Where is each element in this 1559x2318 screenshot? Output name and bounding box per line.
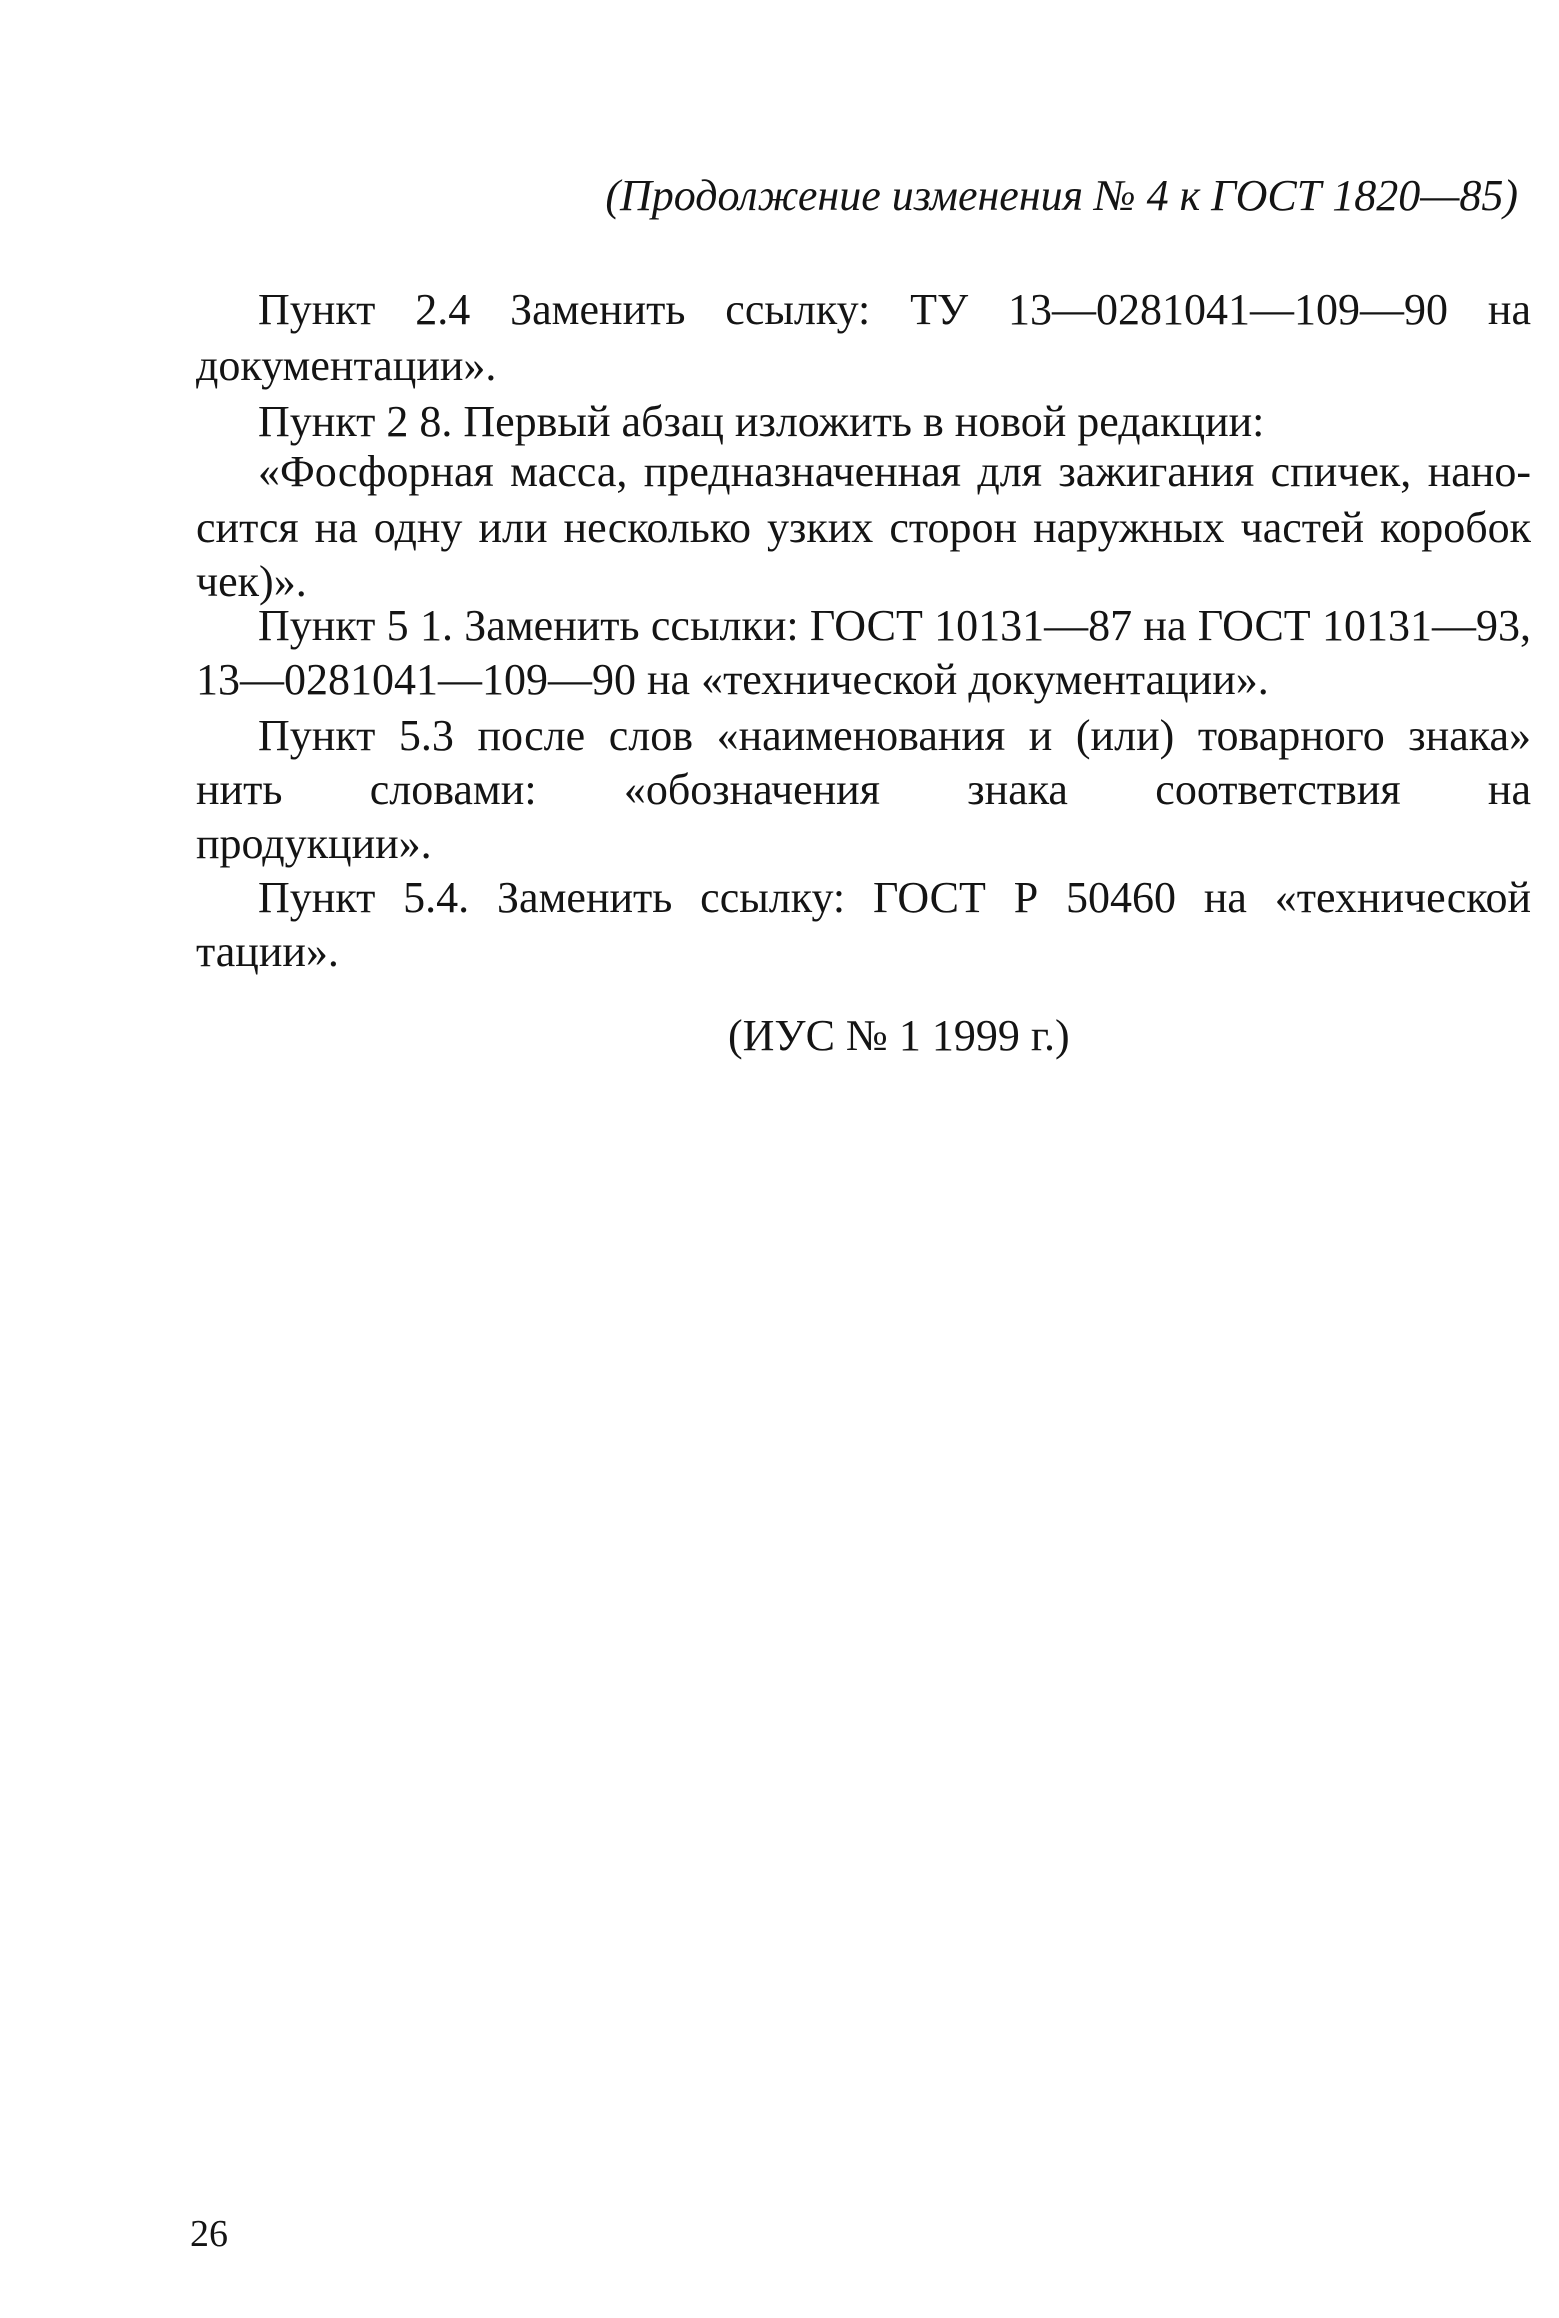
running-header: (Продолжение изменения № 4 к ГОСТ 1820—85) <box>605 171 1518 220</box>
page-number: 26 <box>190 2213 228 2255</box>
source-reference: (ИУС № 1 1999 г.) <box>728 1011 1070 1060</box>
text-line: Пункт 2 8. Первый абзац изложить в новой редакции: <box>258 397 1265 446</box>
text-line: продукции». <box>196 819 432 868</box>
text-line: Пункт 5.3 после слов «наименования и (или) товарного знака» <box>258 711 1531 760</box>
text-line: «Фосфорная масса, предназначенная для зажигания спичек, нано- <box>258 447 1531 496</box>
text-line: сится на одну или несколько узких сторон наружных частей коробок <box>196 503 1531 552</box>
text-line: Пункт 5 1. Заменить ссылки: ГОСТ 10131—87 на ГОСТ 10131—93, <box>258 601 1531 650</box>
text-line: 13—0281041—109—90 на «технической документации». <box>196 655 1269 704</box>
text-line: Пункт 5.4. Заменить ссылку: ГОСТ Р 50460 на «технической <box>258 873 1531 922</box>
text-line: документации». <box>196 341 497 390</box>
text-line: нить словами: «обозначения знака соответствия на <box>196 765 1531 814</box>
text-line: Пункт 2.4 Заменить ссылку: ТУ 13—0281041—109—90 на <box>258 285 1531 334</box>
text-line: тации». <box>196 927 339 976</box>
text-line: чек)». <box>196 557 307 606</box>
